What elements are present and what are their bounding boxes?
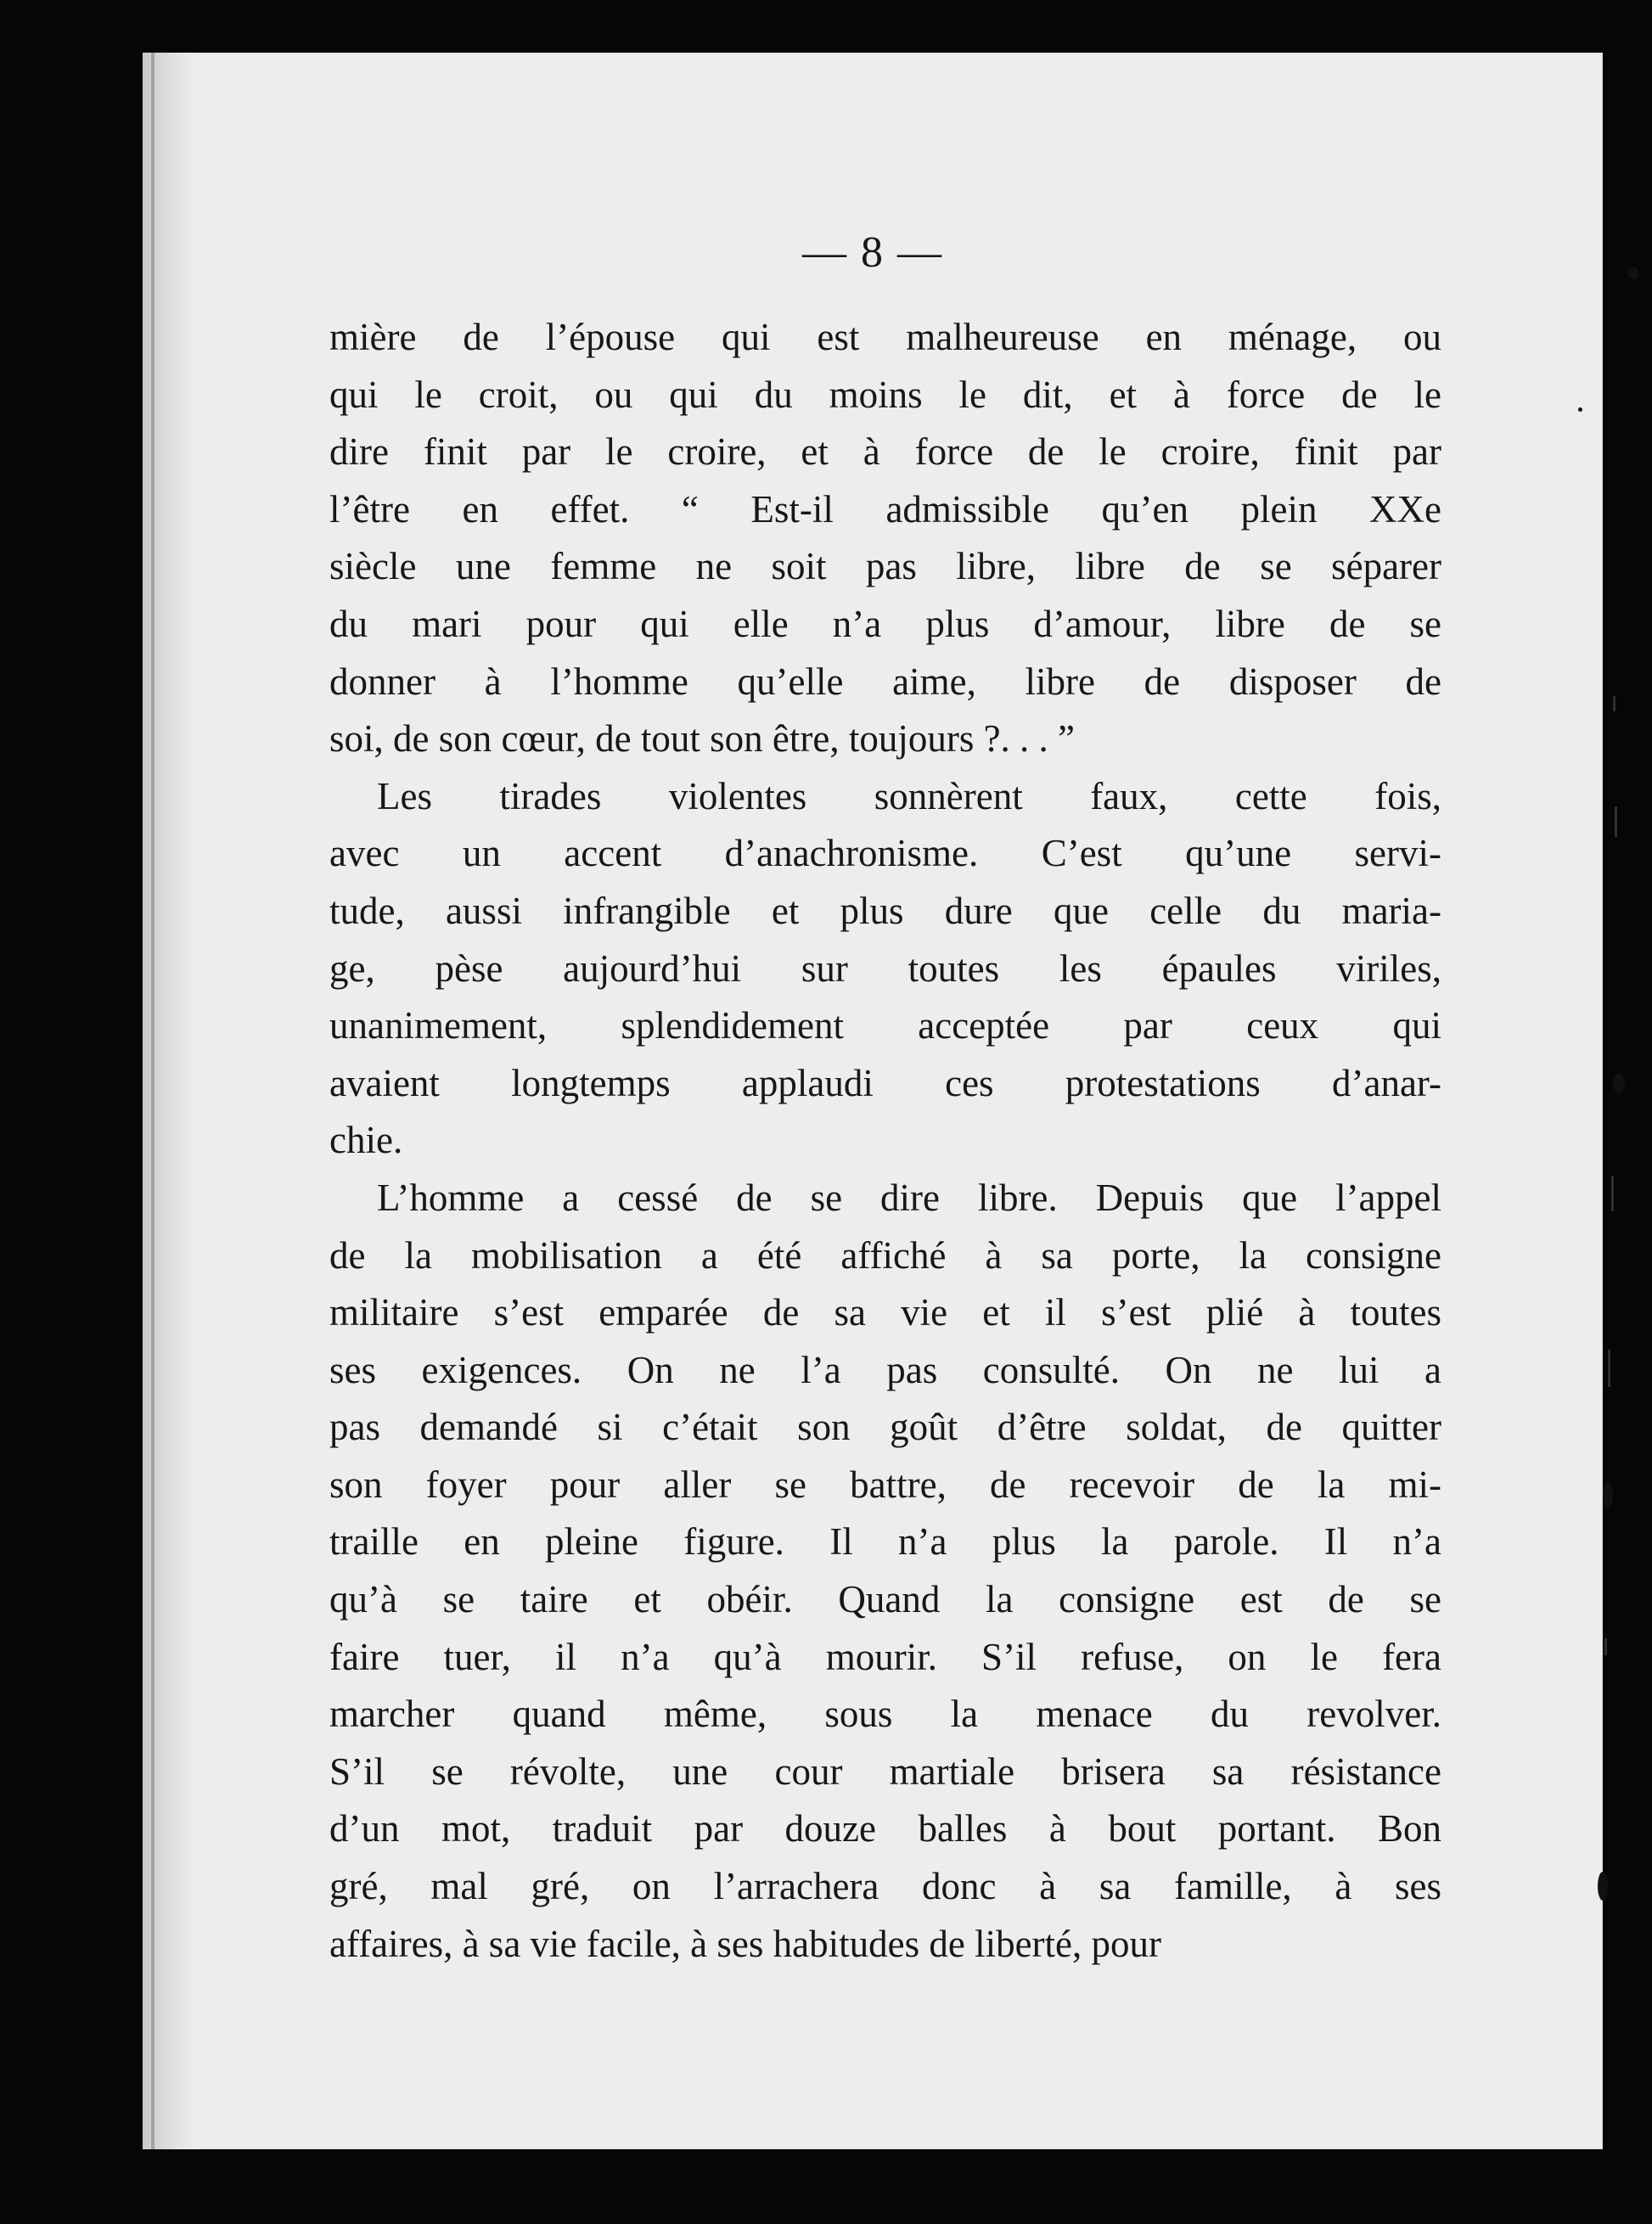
page-edge-line — [1613, 696, 1615, 711]
text-line: qui le croit, ou qui du moins le dit, et à force de le — [329, 373, 1441, 416]
text-line: ses exigences. On ne l’a pas consulté. On ne lui a — [329, 1348, 1441, 1391]
scan-dust-mark — [1613, 1074, 1625, 1092]
text-line: affaires, à sa vie facile, à ses habitudes de liberté, pour — [329, 1922, 1162, 1965]
page-edge-line — [1604, 1638, 1607, 1655]
text-line: qu’à se taire et obéir. Quand la consigne est de se — [329, 1578, 1441, 1621]
text-line: donner à l’homme qu’elle aime, libre de disposer de — [329, 660, 1441, 703]
body-text — [329, 309, 1441, 1973]
text-line: marcher quand même, sous la menace du revolver. — [329, 1693, 1441, 1736]
text-line: militaire s’est emparée de sa vie et il s’est plié à toutes — [329, 1291, 1441, 1334]
page-number: — 8 — — [802, 228, 943, 277]
text-line: avec un accent d’anachronisme. C’est qu’une servi- — [329, 832, 1441, 875]
text-line: avaient longtemps applaudi ces protestations d’anar- — [329, 1061, 1441, 1104]
page-spine — [143, 53, 197, 2149]
text-line: l’être en effet. “ Est-il admissible qu’en plein XXe — [329, 487, 1441, 531]
text-line: dire finit par le croire, et à force de le croire, finit par — [329, 430, 1441, 474]
page-edge-line — [1615, 806, 1617, 837]
text-line: unanimement, splendidement acceptée par ceux qui — [329, 1004, 1441, 1047]
page-edge-line — [1611, 1176, 1614, 1211]
text-line: gré, mal gré, on l’arrachera donc à sa famille, à ses — [329, 1865, 1441, 1908]
text-line: du mari pour qui elle n’a plus d’amour, libre de se — [329, 602, 1441, 645]
page-edge-line — [1608, 1350, 1610, 1387]
text-line: de la mobilisation a été affiché à sa porte, la consigne — [329, 1233, 1441, 1277]
scan-dust-mark — [1578, 407, 1582, 412]
scan-dust-mark — [1627, 267, 1639, 279]
scan-dust-mark — [1603, 1481, 1613, 1508]
text-line: faire tuer, il n’a qu’à mourir. S’il refuse, on le fera — [329, 1635, 1441, 1678]
text-line: siècle une femme ne soit pas libre, libre de se séparer — [329, 545, 1441, 588]
text-line: soi, de son cœur, de tout son être, toujours ?. . . ” — [329, 717, 1076, 761]
text-line: chie. — [329, 1119, 403, 1162]
text-line: mière de l’épouse qui est malheureuse en ménage, ou — [329, 316, 1441, 358]
text-line: traille en pleine figure. Il n’a plus la parole. Il n’a — [329, 1520, 1441, 1564]
text-line: L’homme a cessé de se dire libre. Depuis que l’appel — [377, 1176, 1441, 1219]
scanned-page — [143, 53, 1603, 2149]
text-line: S’il se révolte, une cour martiale brisera sa résistance — [329, 1749, 1441, 1793]
page-spine-line — [151, 53, 155, 2149]
text-line: son foyer pour aller se battre, de recevoir de la mi- — [329, 1463, 1441, 1506]
text-line: tude, aussi infrangible et plus dure que celle du maria- — [329, 889, 1441, 932]
text-line: Les tirades violentes sonnèrent faux, cette fois, — [377, 774, 1441, 817]
text-line: pas demandé si c’était son goût d’être soldat, de quitter — [329, 1406, 1441, 1449]
scan-dust-mark — [1598, 1872, 1608, 1901]
text-line: ge, pèse aujourd’hui sur toutes les épaules viriles, — [329, 946, 1441, 990]
text-line: d’un mot, traduit par douze balles à bout portant. Bon — [329, 1807, 1441, 1851]
